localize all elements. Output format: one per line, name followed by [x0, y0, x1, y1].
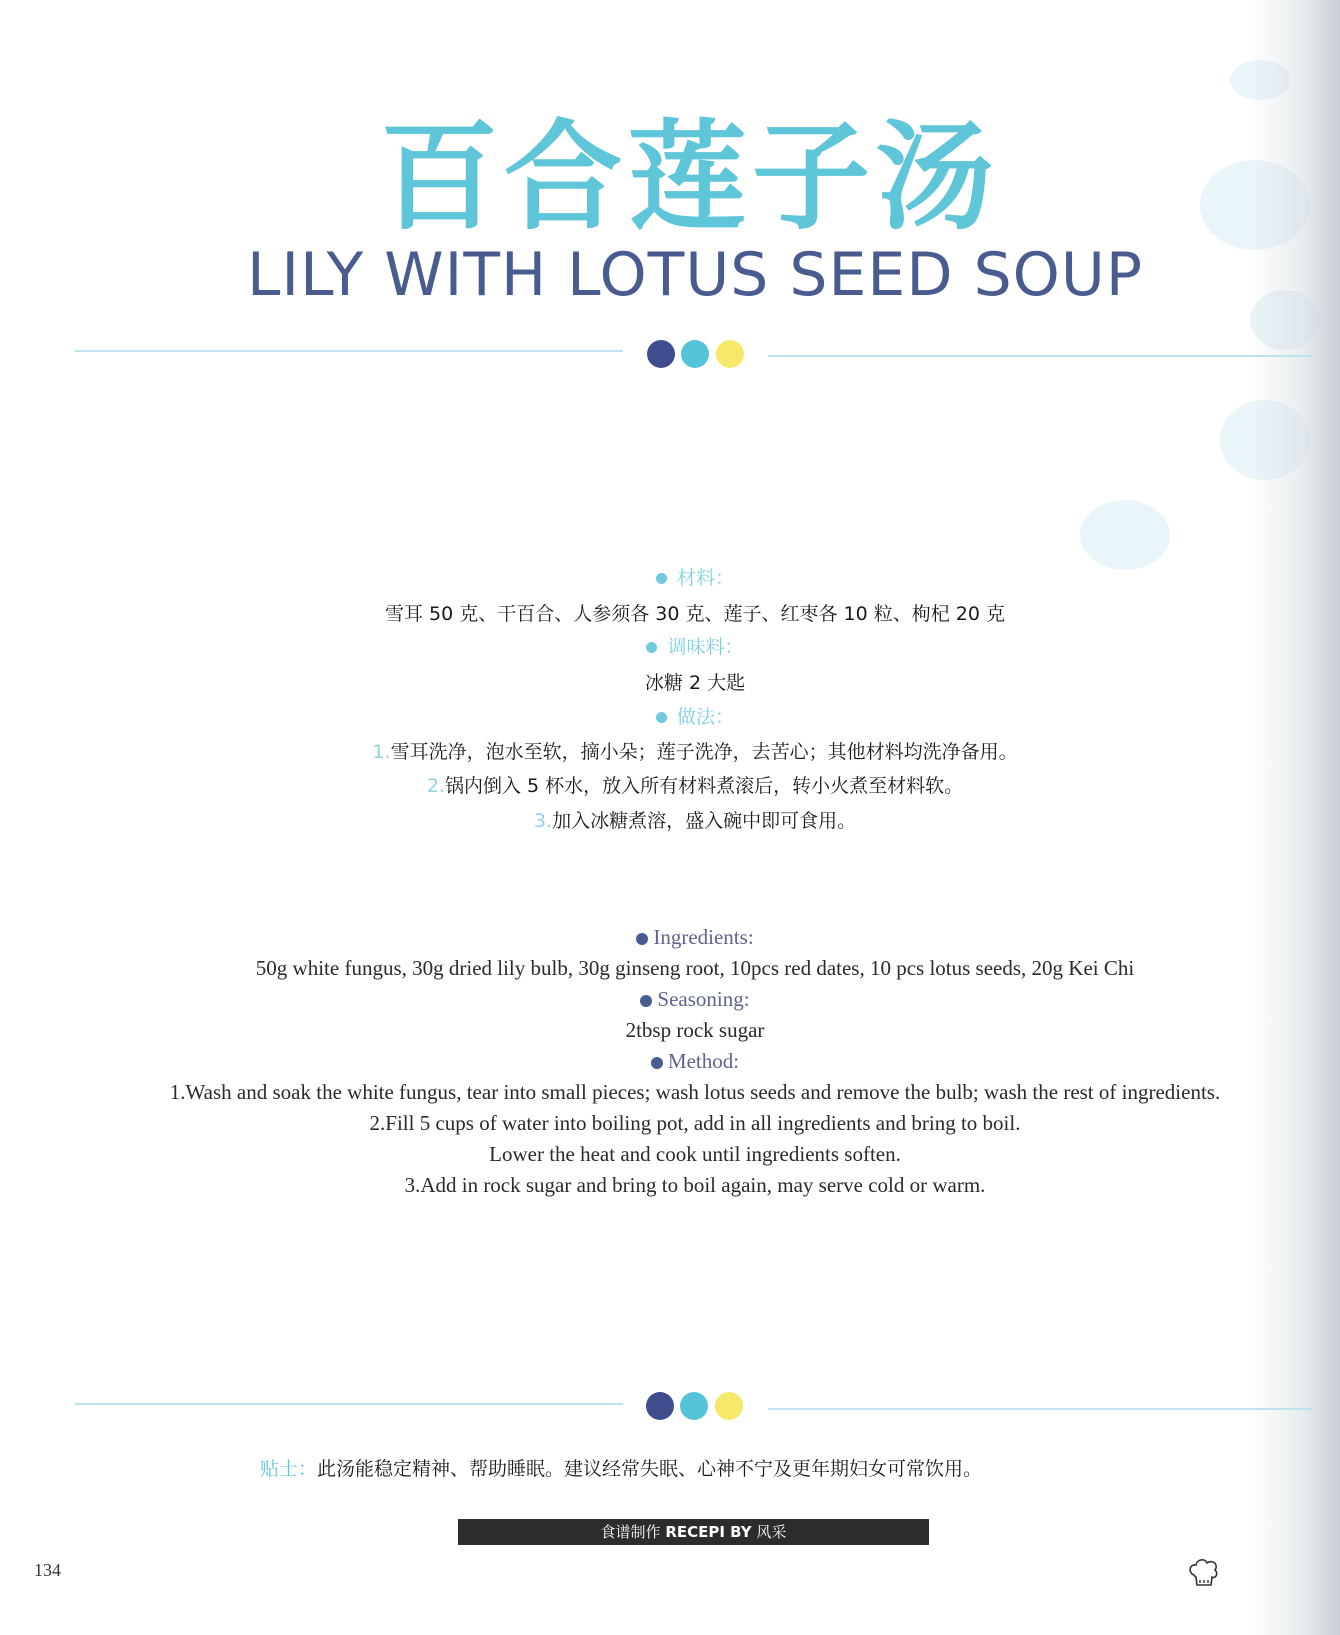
cn-step-text: 加入冰糖煮溶，盛入碗中即可食用。 [552, 810, 857, 832]
en-seasoning: 2tbsp rock sugar [625, 1018, 765, 1042]
en-seasoning-label: Seasoning: [657, 987, 750, 1011]
tip-note [260, 1454, 1160, 1484]
cn-seasoning: 冰糖 2 大匙 [644, 672, 746, 694]
bottom-divider-left [75, 1403, 623, 1405]
en-step: 1.Wash and soak the white fungus, tear into small pieces; wash lotus seeds and remove the bulb; wash the rest of ingredients. [169, 1080, 1221, 1104]
cn-ingredients: 雪耳 50 克、干百合、人参须各 30 克、莲子、红枣各 10 粒、枸杞 20 克 [384, 603, 1006, 625]
cn-method-heading [0, 703, 1340, 731]
page-number: 134 [34, 1560, 61, 1580]
top-divider-left [75, 350, 623, 352]
navy-dot [646, 1392, 674, 1420]
en-step: Lower the heat and cook until ingredients soften. [489, 1142, 901, 1166]
credit-strong: RECEPI BY [665, 1523, 752, 1541]
en-step: 3.Add in rock sugar and bring to boil again, may serve cold or warm. [404, 1173, 986, 1197]
cn-method-label: 做法： [676, 706, 734, 728]
bullet-icon [646, 642, 657, 653]
cyan-dot [680, 1392, 708, 1420]
cn-seasoning-label: 调味料： [667, 636, 744, 658]
credit-name: 风采 [751, 1523, 787, 1541]
en-step: 2.Fill 5 cups of water into boiling pot, add in all ingredients and bring to boil. [369, 1111, 1021, 1135]
bullet-icon [656, 712, 667, 723]
en-ingredients-heading [0, 922, 1340, 952]
tip-text: 此汤能稳定精神、帮助睡眠。建议经常失眠、心神不宁及更年期妇女可常饮用。 [317, 1458, 983, 1480]
bottom-divider-right [768, 1408, 1313, 1410]
tip-label: 贴士： [260, 1458, 318, 1480]
cn-step-number: 2. [426, 775, 445, 797]
chef-hat-icon [1186, 1555, 1222, 1591]
cn-step [0, 737, 1340, 767]
bullet-icon [640, 995, 652, 1007]
bullet-icon [636, 933, 648, 945]
yellow-dot [715, 1392, 743, 1420]
en-method-heading [0, 1046, 1340, 1076]
credit-prefix: 食谱制作 [600, 1523, 666, 1541]
cyan-dot [681, 340, 709, 368]
en-ingredients-label: Ingredients: [653, 925, 754, 949]
cn-step-number: 3. [533, 810, 553, 832]
bullet-icon [651, 1057, 663, 1069]
en-ingredients: 50g white fungus, 30g dried lily bulb, 30g ginseng root, 10pcs red dates, 10 pcs lotus seeds, 20g Kei Chi [255, 956, 1135, 980]
cn-step-number: 1. [372, 741, 391, 763]
cn-step [0, 771, 1340, 801]
yellow-dot [716, 340, 744, 368]
cn-step-text: 雪耳洗净，泡水至软，摘小朵；莲子洗净，去苦心；其他材料均洗净备用。 [390, 741, 1018, 763]
cn-ingredients-heading [0, 564, 1340, 592]
title-chinese: 百合莲子汤 [379, 108, 1000, 246]
navy-dot [647, 340, 675, 368]
top-divider-right [768, 355, 1313, 357]
cn-seasoning-heading [0, 633, 1340, 661]
en-method-label: Method: [667, 1049, 740, 1073]
decorative-leaf [1080, 500, 1170, 570]
bullet-icon [656, 573, 667, 584]
recipe-credit-bar [458, 1519, 929, 1545]
cn-ingredients-label: 材料： [676, 567, 734, 589]
en-seasoning-heading [0, 984, 1340, 1014]
cn-step [0, 806, 1340, 836]
cn-step-text: 锅内倒入 5 杯水，放入所有材料煮滚后，转小火煮至材料软。 [444, 775, 964, 797]
title-english: LILY WITH LOTUS SEED SOUP [247, 240, 1143, 310]
